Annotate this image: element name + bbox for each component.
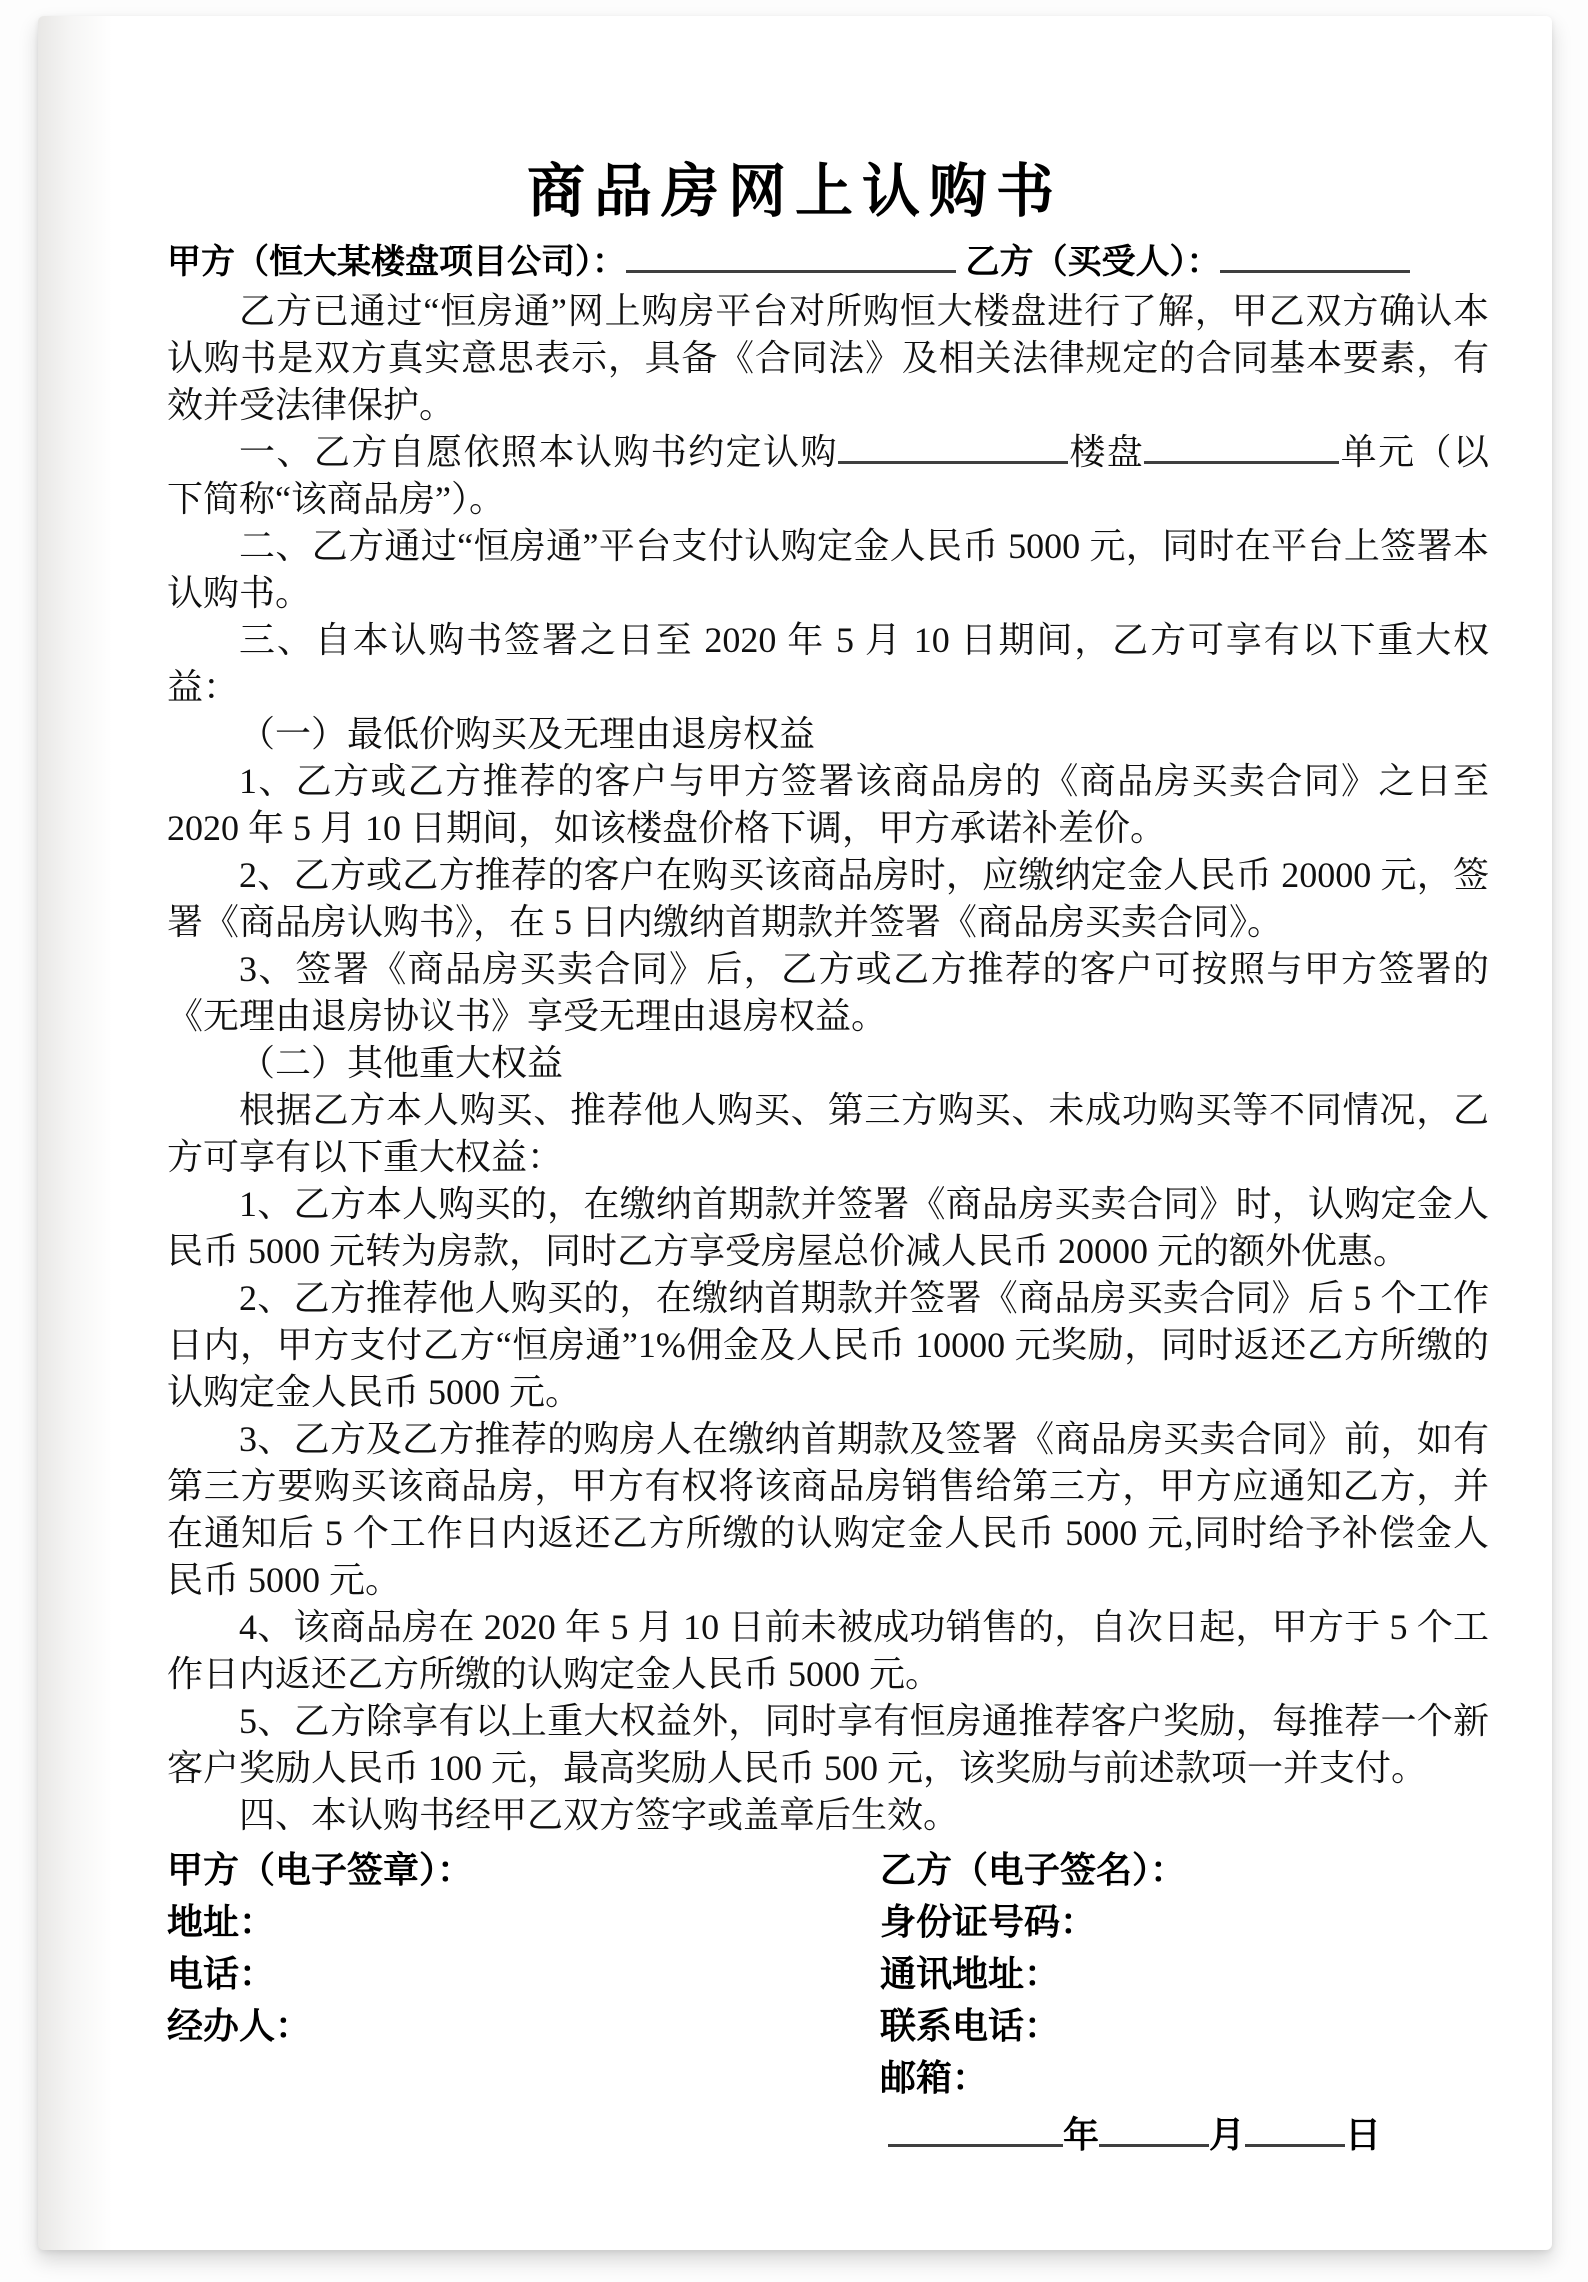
text-segment: 1、乙方本人购买的，在缴纳首期款并签署《商品房买卖合同》时，认购定金人民币 5000 元转为房款，同时乙方享受房屋总价减人民币 20000 元的额外优惠。 <box>167 1184 1489 1271</box>
party-b-name-blank[interactable] <box>1220 240 1410 273</box>
text-segment: （一）最低价购买及无理由退房权益 <box>239 714 816 754</box>
fill-in-blank[interactable] <box>888 2110 1063 2147</box>
party-a-signature-label: 甲方（电子签章）： <box>167 1849 474 1890</box>
text-segment: 5、乙方除享有以上重大权益外，同时享有恒房通推荐客户奖励，每推荐一个新客户奖励人民币 100 元，最高奖励人民币 500 元，该奖励与前述款项一并支付。 <box>167 1701 1489 1788</box>
clause-4-effectiveness <box>167 1792 1489 1839</box>
text-segment: 4、该商品房在 2020 年 5 月 10 日前未被成功销售的，自次日起，甲方于 5 个工作日内返还乙方所缴的认购定金人民币 5000 元。 <box>167 1607 1489 1694</box>
fill-in-blank[interactable] <box>1144 429 1339 464</box>
text-segment: 3、签署《商品房买卖合同》后，乙方或乙方推荐的客户可按照与甲方签署的《无理由退房协议书》享受无理由退房权益。 <box>167 949 1489 1036</box>
text-segment: 楼盘 <box>1067 432 1145 472</box>
text-segment: 单元（以下简称“该商品房”）。 <box>167 432 1489 519</box>
clause-3-2-item-4 <box>167 1604 1489 1698</box>
text-segment: 1、乙方或乙方推荐的客户与甲方签署该商品房的《商品房买卖合同》之日至 2020 年 5 月 10 日期间，如该楼盘价格下调，甲方承诺补差价。 <box>167 761 1489 848</box>
clause-3-2-heading <box>167 1040 1489 1087</box>
party-b-signature-label: 身份证号码： <box>880 1901 1097 1942</box>
contract-body <box>167 288 1489 1839</box>
text-segment: 根据乙方本人购买、推荐他人购买、第三方购买、未成功购买等不同情况，乙方可享有以下重大权益： <box>167 1090 1489 1177</box>
clause-3-1-item-1 <box>167 758 1489 852</box>
party-a-signature-label: 电话： <box>167 1953 276 1994</box>
clause-1-subscription <box>167 429 1489 523</box>
clause-3-rights-intro <box>167 617 1489 711</box>
signature-date-line <box>880 2110 1381 2157</box>
party-b-signature-label: 通讯地址： <box>880 1953 1061 1994</box>
document-title: 商品房网上认购书 <box>526 159 1063 224</box>
party-b-signature-label: 乙方（电子签名）： <box>880 1849 1187 1890</box>
clause-3-2-item-3 <box>167 1416 1489 1604</box>
party-b-signature-rows <box>880 1844 1381 2104</box>
text-segment: 2、乙方推荐他人购买的，在缴纳首期款并签署《商品房买卖合同》后 5 个工作日内，甲方支付乙方“恒房通”1%佣金及人民币 10000 元奖励，同时返还乙方所缴的认购定金人民币 5000 元。 <box>167 1278 1489 1412</box>
party-a-signature-column <box>167 1844 473 2052</box>
clause-3-2-item-2 <box>167 1275 1489 1416</box>
clause-3-1-heading <box>167 711 1489 758</box>
party-a-label: 甲方（恒大某楼盘项目公司）： <box>167 243 626 281</box>
text-segment: 3、乙方及乙方推荐的购房人在缴纳首期款及签署《商品房买卖合同》前，如有第三方要购买该商品房，甲方有权将该商品房销售给第三方，甲方应通知乙方，并在通知后 5 个工作日内返还乙方所缴的认购定金人民币 5000 元,同时给予补偿金人民币 5000 元。 <box>167 1419 1489 1600</box>
clause-2-deposit <box>167 523 1489 617</box>
party-b-signature-column <box>880 1844 1381 2157</box>
clause-3-1-item-3 <box>167 946 1489 1040</box>
clause-3-2-item-1 <box>167 1181 1489 1275</box>
fill-in-blank[interactable] <box>1245 2110 1345 2147</box>
text-segment: 二、乙方通过“恒房通”平台支付认购定金人民币 5000 元，同时在平台上签署本认购书。 <box>167 526 1489 613</box>
parties-line <box>167 240 1492 284</box>
clause-3-2-intro <box>167 1087 1489 1181</box>
party-a-signature-label: 地址： <box>167 1901 276 1942</box>
clause-3-1-item-2 <box>167 852 1489 946</box>
party-a-name-blank[interactable] <box>626 240 956 273</box>
fill-in-blank[interactable] <box>838 429 1068 464</box>
text-segment: 年 <box>1063 2114 1100 2155</box>
document-page <box>38 16 1552 2250</box>
fill-in-blank[interactable] <box>1099 2110 1209 2147</box>
text-segment: 四、本认购书经甲乙双方签字或盖章后生效。 <box>239 1795 960 1835</box>
text-segment: 2、乙方或乙方推荐的客户在购买该商品房时，应缴纳定金人民币 20000 元，签署《商品房认购书》，在 5 日内缴纳首期款并签署《商品房买卖合同》。 <box>167 855 1489 942</box>
text-segment: 一、乙方自愿依照本认购书约定认购 <box>239 432 838 472</box>
clause-preamble <box>167 288 1489 429</box>
text-segment: 月 <box>1209 2114 1246 2155</box>
signature-block <box>167 1844 1492 2184</box>
text-segment: （二）其他重大权益 <box>239 1043 564 1083</box>
party-b-label: 乙方（买受人）： <box>965 243 1221 281</box>
text-segment: 乙方已通过“恒房通”网上购房平台对所购恒大楼盘进行了解，甲乙双方确认本认购书是双方真实意思表示，具备《合同法》及相关法律规定的合同基本要素，有效并受法律保护。 <box>167 291 1489 425</box>
party-a-signature-label: 经办人： <box>167 2005 312 2046</box>
clause-3-2-item-5 <box>167 1698 1489 1792</box>
party-b-signature-label: 邮箱： <box>880 2057 989 2098</box>
party-b-signature-label: 联系电话： <box>880 2005 1061 2046</box>
text-segment: 日 <box>1345 2114 1382 2155</box>
text-segment: 三、自本认购书签署之日至 2020 年 5 月 10 日期间，乙方可享有以下重大权益： <box>167 620 1489 707</box>
